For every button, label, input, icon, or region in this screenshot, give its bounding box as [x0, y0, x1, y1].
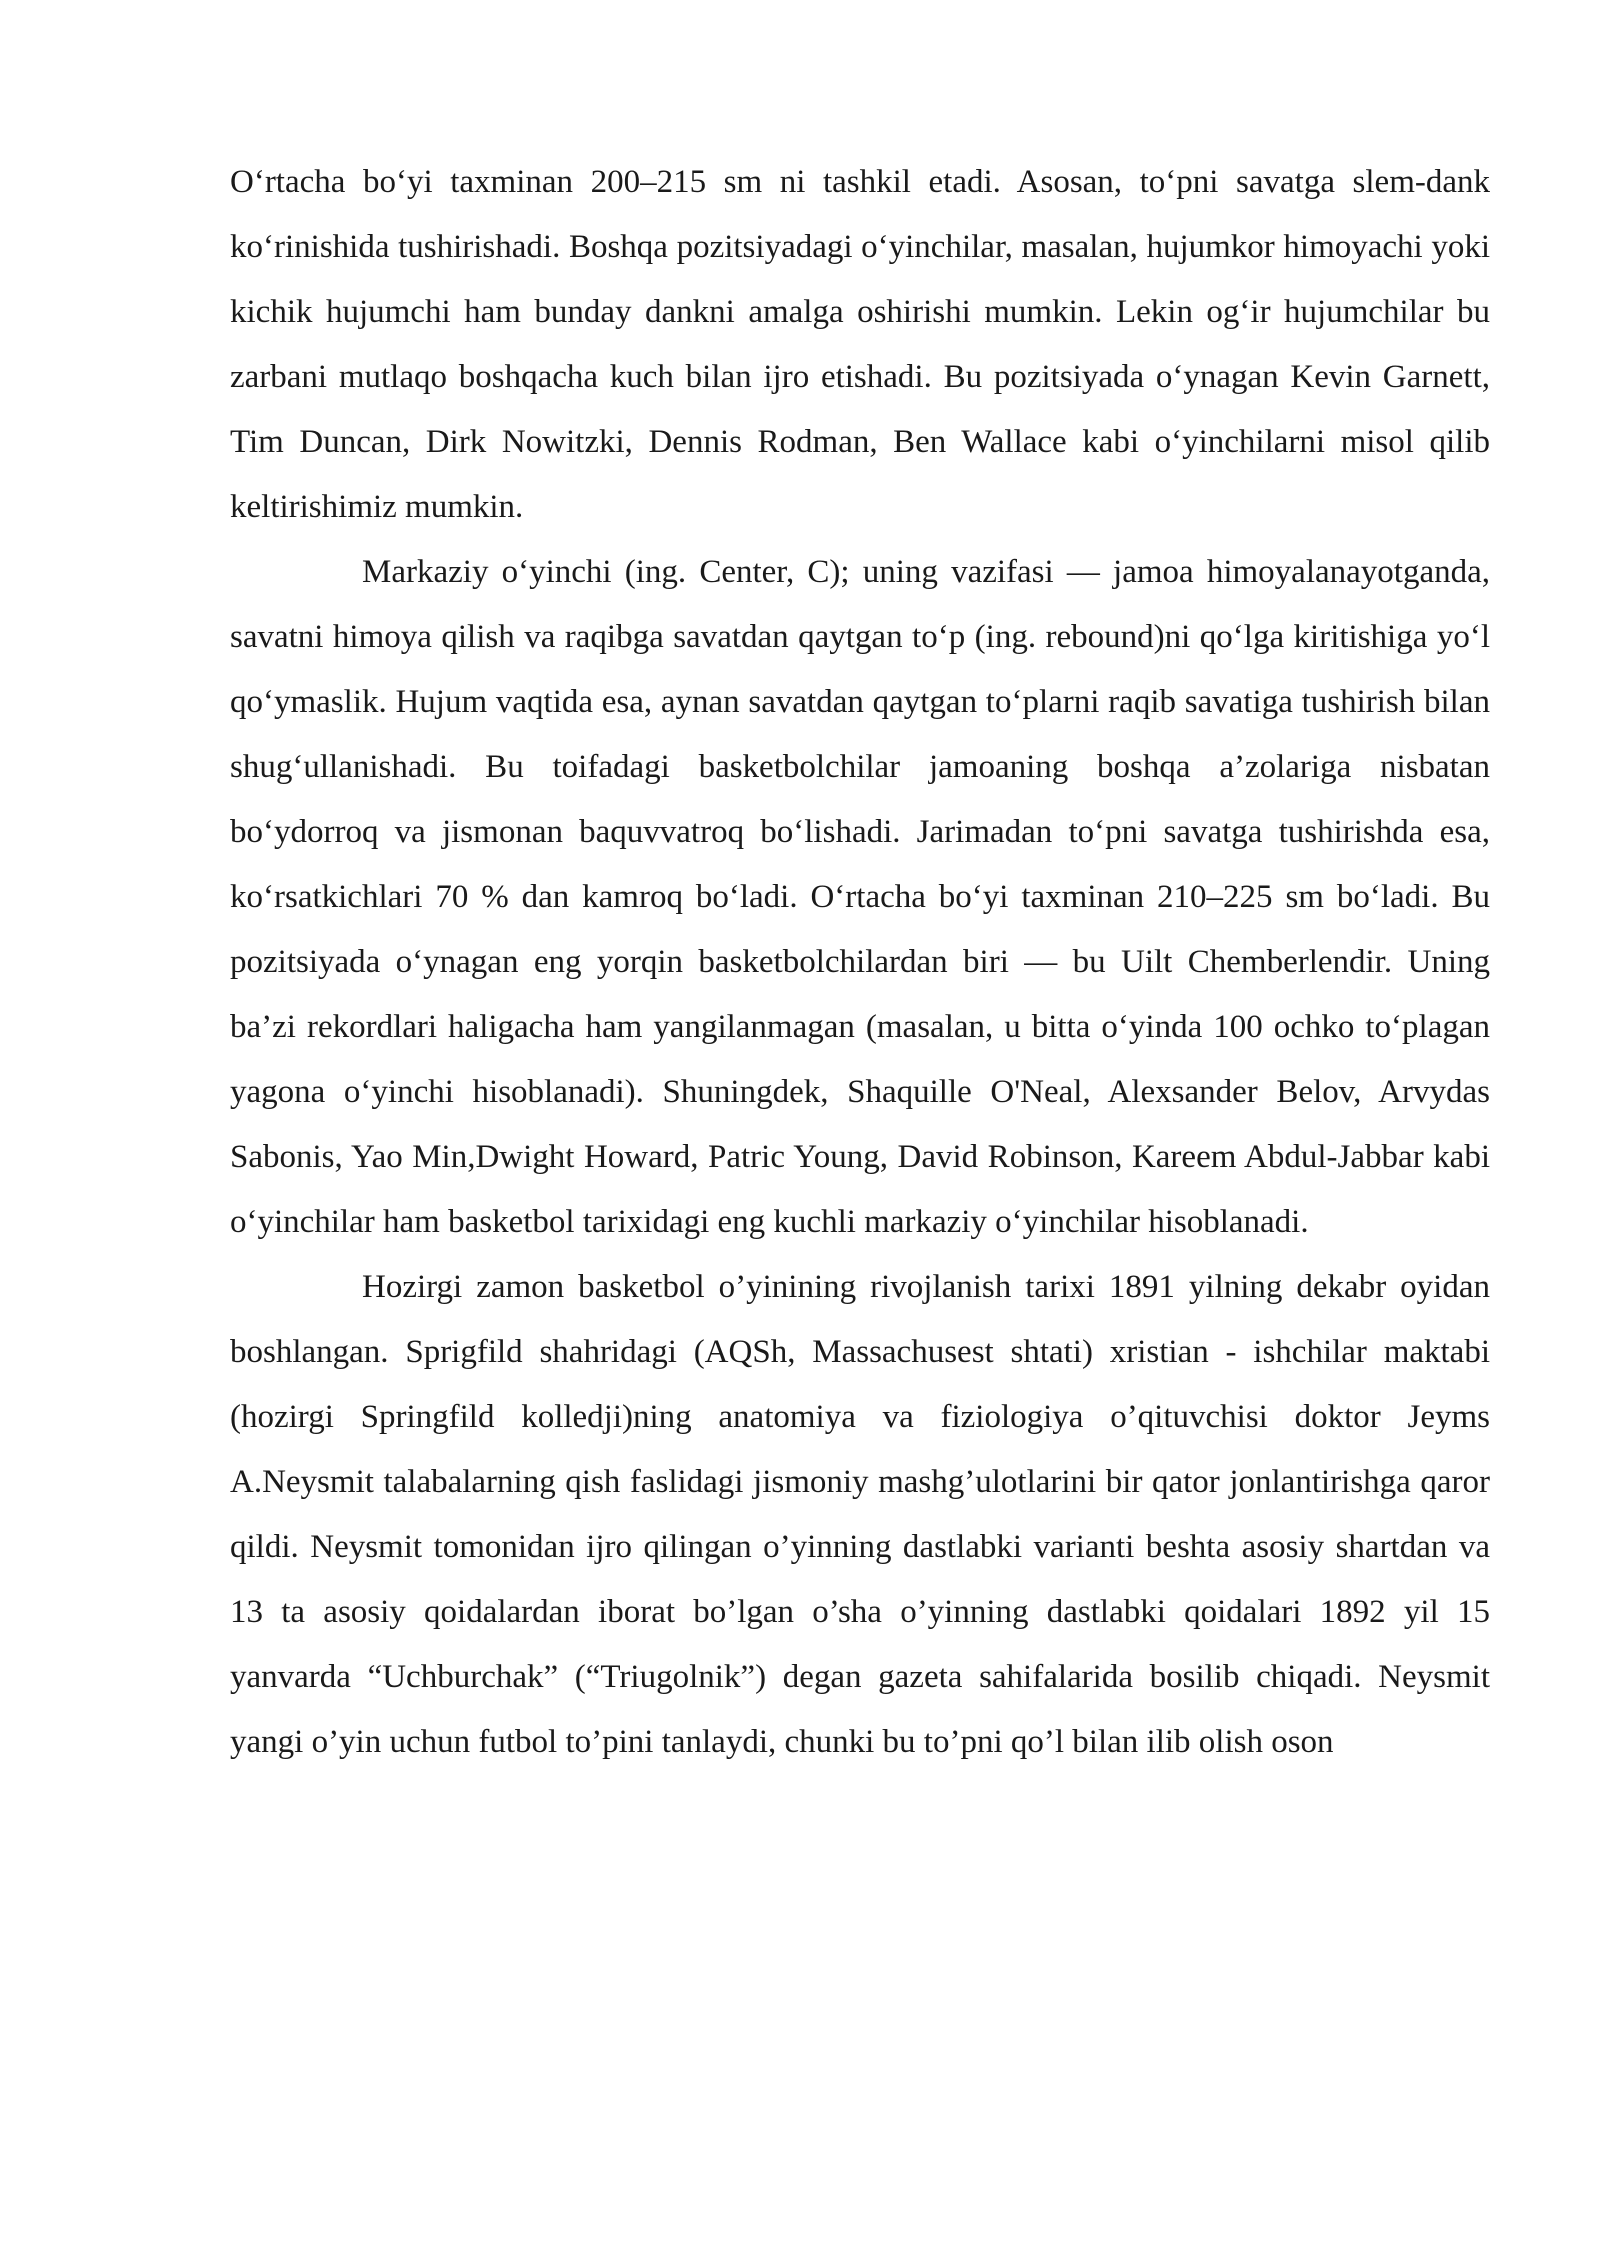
paragraph-player-forwards: O‘rtacha bo‘yi taxminan 200–215 sm ni tashkil etadi. Asosan, to‘pni savatga slem-dank ko‘rinishida tushirishadi. Boshqa pozitsiyadagi o‘yinchilar, masalan, hujumkor himoyachi yoki kichik hujumchi ham bunday dankni amalga oshirishi mumkin. Lekin og‘ir hujumchilar bu zarbani mutlaqo boshqacha kuch bilan ijro etishadi. Bu pozitsiyada o‘ynagan Kevin Garnett, Tim Duncan, Dirk Nowitzki, Dennis Rodman, Ben Wallace kabi o‘yinchilarni misol qilib keltirishimiz mumkin. — [230, 164, 1490, 525]
document-page — [230, 150, 1490, 1775]
paragraph-center-position: Markaziy o‘yinchi (ing. Center, C); uning vazifasi — jamoa himoyalanayotganda, savatni himoya qilish va raqibga savatdan qaytgan to‘p (ing. rebound)ni qo‘lga kiritishiga yo‘l qo‘ymaslik. Hujum vaqtida esa, aynan savatdan qaytgan to‘plarni raqib savatiga tushirish bilan shug‘ullanishadi. Bu toifadagi basketbolchilar jamoaning boshqa a’zolariga nisbatan bo‘ydorroq va jismonan baquvvatroq bo‘lishadi. Jarimadan to‘pni savatga tushirishda esa, ko‘rsatkichlari 70 % dan kamroq bo‘ladi. O‘rtacha bo‘yi taxminan 210–225 sm bo‘ladi. Bu pozitsiyada o‘ynagan eng yorqin basketbolchilardan biri — bu Uilt Chemberlendir. Uning ba’zi rekordlari haligacha ham yangilanmagan (masalan, u bitta o‘yinda 100 ochko to‘plagan yagona o‘yinchi hisoblanadi). Shuningdek, Shaquille O'Neal, Alexsander Belov, Arvydas Sabonis, Yao Min,Dwight Howard, Patric Young, David Robinson, Kareem Abdul-Jabbar kabi o‘yinchilar ham basketbol tarixidagi eng kuchli markaziy o‘yinchilar hisoblanadi. — [230, 554, 1490, 1240]
paragraph-basketball-history: Hozirgi zamon basketbol o’yinining rivojlanish tarixi 1891 yilning dekabr oyidan boshlangan. Sprigfild shahridagi (AQSh, Massachusest shtati) xristian - ishchilar maktabi (hozirgi Springfild kolledji)ning anatomiya va fiziologiya o’qituvchisi doktor Jeyms A.Neysmit talabalarning qish faslidagi jismoniy mashg’ulotlarini bir qator jonlantirishga qaror qildi. Neysmit tomonidan ijro qilingan o’yinning dastlabki varianti beshta asosiy shartdan va 13 ta asosiy qoidalardan iborat bo’lgan o’sha o’yinning dastlabki qoidalari 1892 yil 15 yanvarda “Uchburchak” (“Triugolnik”) degan gazeta sahifalarida bosilib chiqadi. Neysmit yangi o’yin uchun futbol to’pini tanlaydi, chunki bu to’pni qo’l bilan ilib olish oson — [230, 1269, 1490, 1760]
